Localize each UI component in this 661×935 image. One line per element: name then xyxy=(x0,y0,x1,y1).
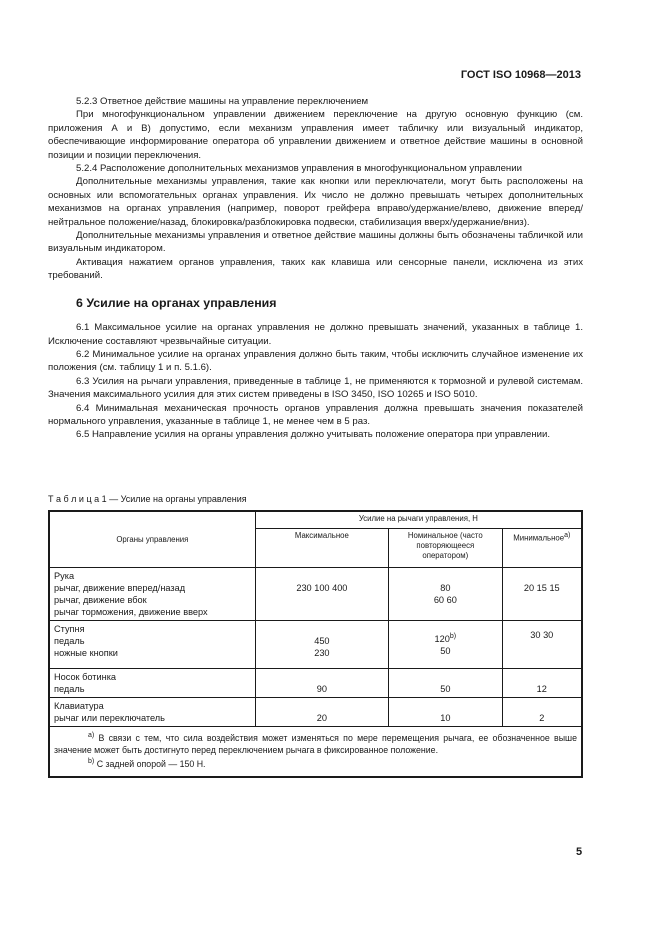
table-row-label: Носок ботинка педаль xyxy=(49,669,255,698)
table-cell-min: 30 30 xyxy=(502,621,582,669)
table-cell-nominal xyxy=(389,621,503,669)
footnote-marker: а) xyxy=(88,732,95,739)
paragraph: 6.3 Усилия на рычаги управления, приведенные в таблице 1, не применяются к тормозной и рулевой системам. Значения максимального усилия для этих систем приведены в ISO 3450, ISO 10265 и ISO 5010. xyxy=(48,375,583,401)
paragraph: 6.5 Направление усилия на органы управления должно учитывать положение оператора при управлении. xyxy=(76,429,551,441)
table-cell-min: 2 xyxy=(502,698,582,727)
table-cell-nominal: 10 xyxy=(389,698,503,727)
table-caption: Т а б л и ц а 1 — Усилие на органы управления xyxy=(48,494,247,504)
table-cell-min: 20 15 15 xyxy=(502,568,582,621)
header-min-label: Минимальное xyxy=(513,533,565,543)
table-cell-min: 12 xyxy=(502,669,582,698)
header-max: Максимальное xyxy=(255,529,388,568)
table-cell-max: 230 100 400 xyxy=(255,568,388,621)
table-row-label: Рука рычаг, движение вперед/назад рычаг, движение вбок рычаг торможения, движение вверх xyxy=(49,568,255,621)
footnote-b-text: С задней опорой — 150 Н. xyxy=(96,758,206,769)
nominal-value-2: 50 xyxy=(440,646,451,657)
table-cell-nominal: 80 60 60 xyxy=(389,568,503,621)
paragraph: 6.4 Минимальная механическая прочность органов управления должна превышать значения показателей нормального управления, указанные в таблице 1, не менее чем в 5 раз. xyxy=(48,402,583,427)
table-cell-max: 90 xyxy=(255,669,388,698)
footnote-b xyxy=(54,756,577,770)
footnote-marker: а) xyxy=(564,532,571,539)
footnote-marker: b) xyxy=(88,757,95,765)
section-6-title: 6 Усилие на органах управления xyxy=(76,295,277,310)
paragraph: 5.2.4 Расположение дополнительных механизмов управления в многофункциональном управлении xyxy=(76,163,522,175)
table-cell-max: 20 xyxy=(255,698,388,727)
paragraph: При многофункциональном управлении движением переключение на другую основную функцию (см. приложения А и В) допустимо, если механизм управления имеет табличку или визуальный индикатор, обеспечивающие информирование оператора об управлении движением и ответное действие машины в основной позиции и позиции переключения. xyxy=(48,109,583,161)
header-min xyxy=(502,529,582,568)
paragraph: 5.2.3 Ответное действие машины на управление переключением xyxy=(76,96,369,107)
paragraph: 6.2 Минимальное усилие на органах управления должно быть таким, чтобы исключить случайное изменение их положения (см. таблицу 1 и п. 5.1.6). xyxy=(48,348,583,374)
header-force-group: Усилие на рычаги управления, Н xyxy=(255,511,582,529)
nominal-value: 120 xyxy=(434,634,450,645)
paragraph: Дополнительные механизмы управления, такие как кнопки или переключатели, могут быть расположены на основных или вспомогательных органах управления. Их число не должно превышать четырех дополнительных механизмов на органах управления (например, поворот грейфера вправо/удержание/влево, движение вперед/нейтральное положение/назад, блокировка/разблокировка подвески, стабилизация вверх/удержание/вниз). xyxy=(48,176,583,228)
paragraph: Активация нажатием органов управления, таких как клавиша или сенсорные панели, исключена из этих требований. xyxy=(48,256,583,282)
table-cell-nominal: 50 xyxy=(389,669,503,698)
table-footnotes xyxy=(49,727,582,777)
header-controls: Органы управления xyxy=(49,511,255,568)
paragraph: Дополнительные механизмы управления и ответное действие машины должны быть обозначены табличкой или визуальным индикатором. xyxy=(48,230,583,255)
table-row-label: Ступня педаль ножные кнопки xyxy=(49,621,255,669)
doc-code-header: ГОСТ ISO 10968—2013 xyxy=(460,69,581,81)
footnote-a-text: В связи с тем, что сила воздействия может изменяться по мере перемещения рычага, ее обозначенное выше значение может быть достигнуто перед переключением рычага в фиксированное положение. xyxy=(54,732,577,755)
footnote-marker: b) xyxy=(449,633,457,640)
header-nominal: Номинальное (часто повторяющееся оператором) xyxy=(389,529,503,568)
table-row-label: Клавиатура рычаг или переключатель xyxy=(49,698,255,727)
force-table xyxy=(48,510,583,778)
page-number: 5 xyxy=(576,846,583,858)
footnote-a xyxy=(54,730,577,756)
document-body xyxy=(48,95,583,442)
paragraph: 6.1 Максимальное усилие на органах управления не должно превышать значений, указанных в таблице 1. Исключение составляют чрезвычайные ситуации. xyxy=(48,322,583,347)
table-cell-max: 450 230 xyxy=(255,621,388,669)
